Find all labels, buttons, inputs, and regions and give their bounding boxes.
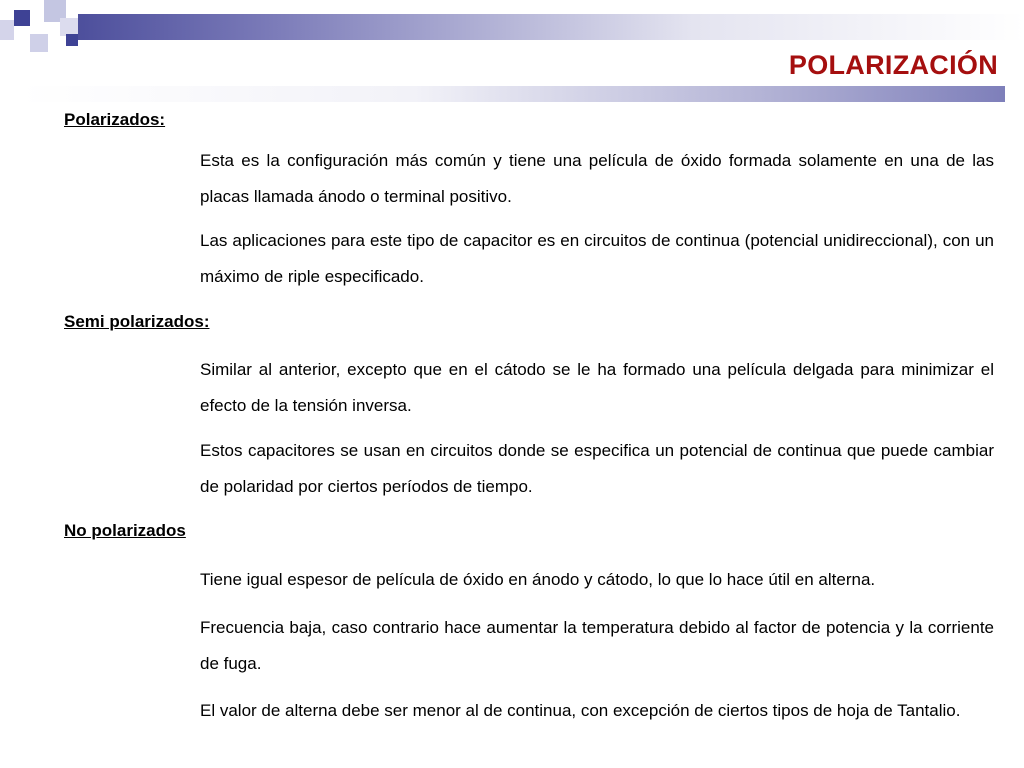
title-underline-bar: [20, 86, 1005, 102]
paragraph: Las aplicaciones para este tipo de capacitor es en circuitos de continua (potencial unidireccional), con un máximo de riple especificado.: [200, 231, 994, 286]
paragraph: Esta es la configuración más común y tiene una película de óxido formada solamente en una de las placas llamada ánodo o terminal positivo.: [200, 151, 994, 206]
section-heading-polarizados: Polarizados:: [64, 110, 166, 129]
section-heading-semi-polarizados: Semi polarizados:: [64, 312, 210, 331]
paragraph: Similar al anterior, excepto que en el cátodo se le ha formado una película delgada para minimizar el efecto de la tensión inversa.: [200, 360, 994, 415]
paragraph: Tiene igual espesor de película de óxido en ánodo y cátodo, lo que lo hace útil en alterna.: [200, 570, 876, 589]
section-heading-no-polarizados: No polarizados: [64, 521, 186, 540]
corner-squares-decoration: [0, 0, 90, 60]
slide-title: POLARIZACIÓN: [788, 50, 998, 80]
paragraph: Frecuencia baja, caso contrario hace aumentar la temperatura debido al factor de potencia y la corriente de fuga.: [200, 618, 994, 673]
paragraph: Estos capacitores se usan en circuitos donde se especifica un potencial de continua que puede cambiar de polaridad por ciertos períodos de tiempo.: [200, 441, 994, 496]
header-gradient-bar: [78, 14, 1024, 40]
paragraph: El valor de alterna debe ser menor al de continua, con excepción de ciertos tipos de hoja de Tantalio.: [200, 701, 961, 720]
